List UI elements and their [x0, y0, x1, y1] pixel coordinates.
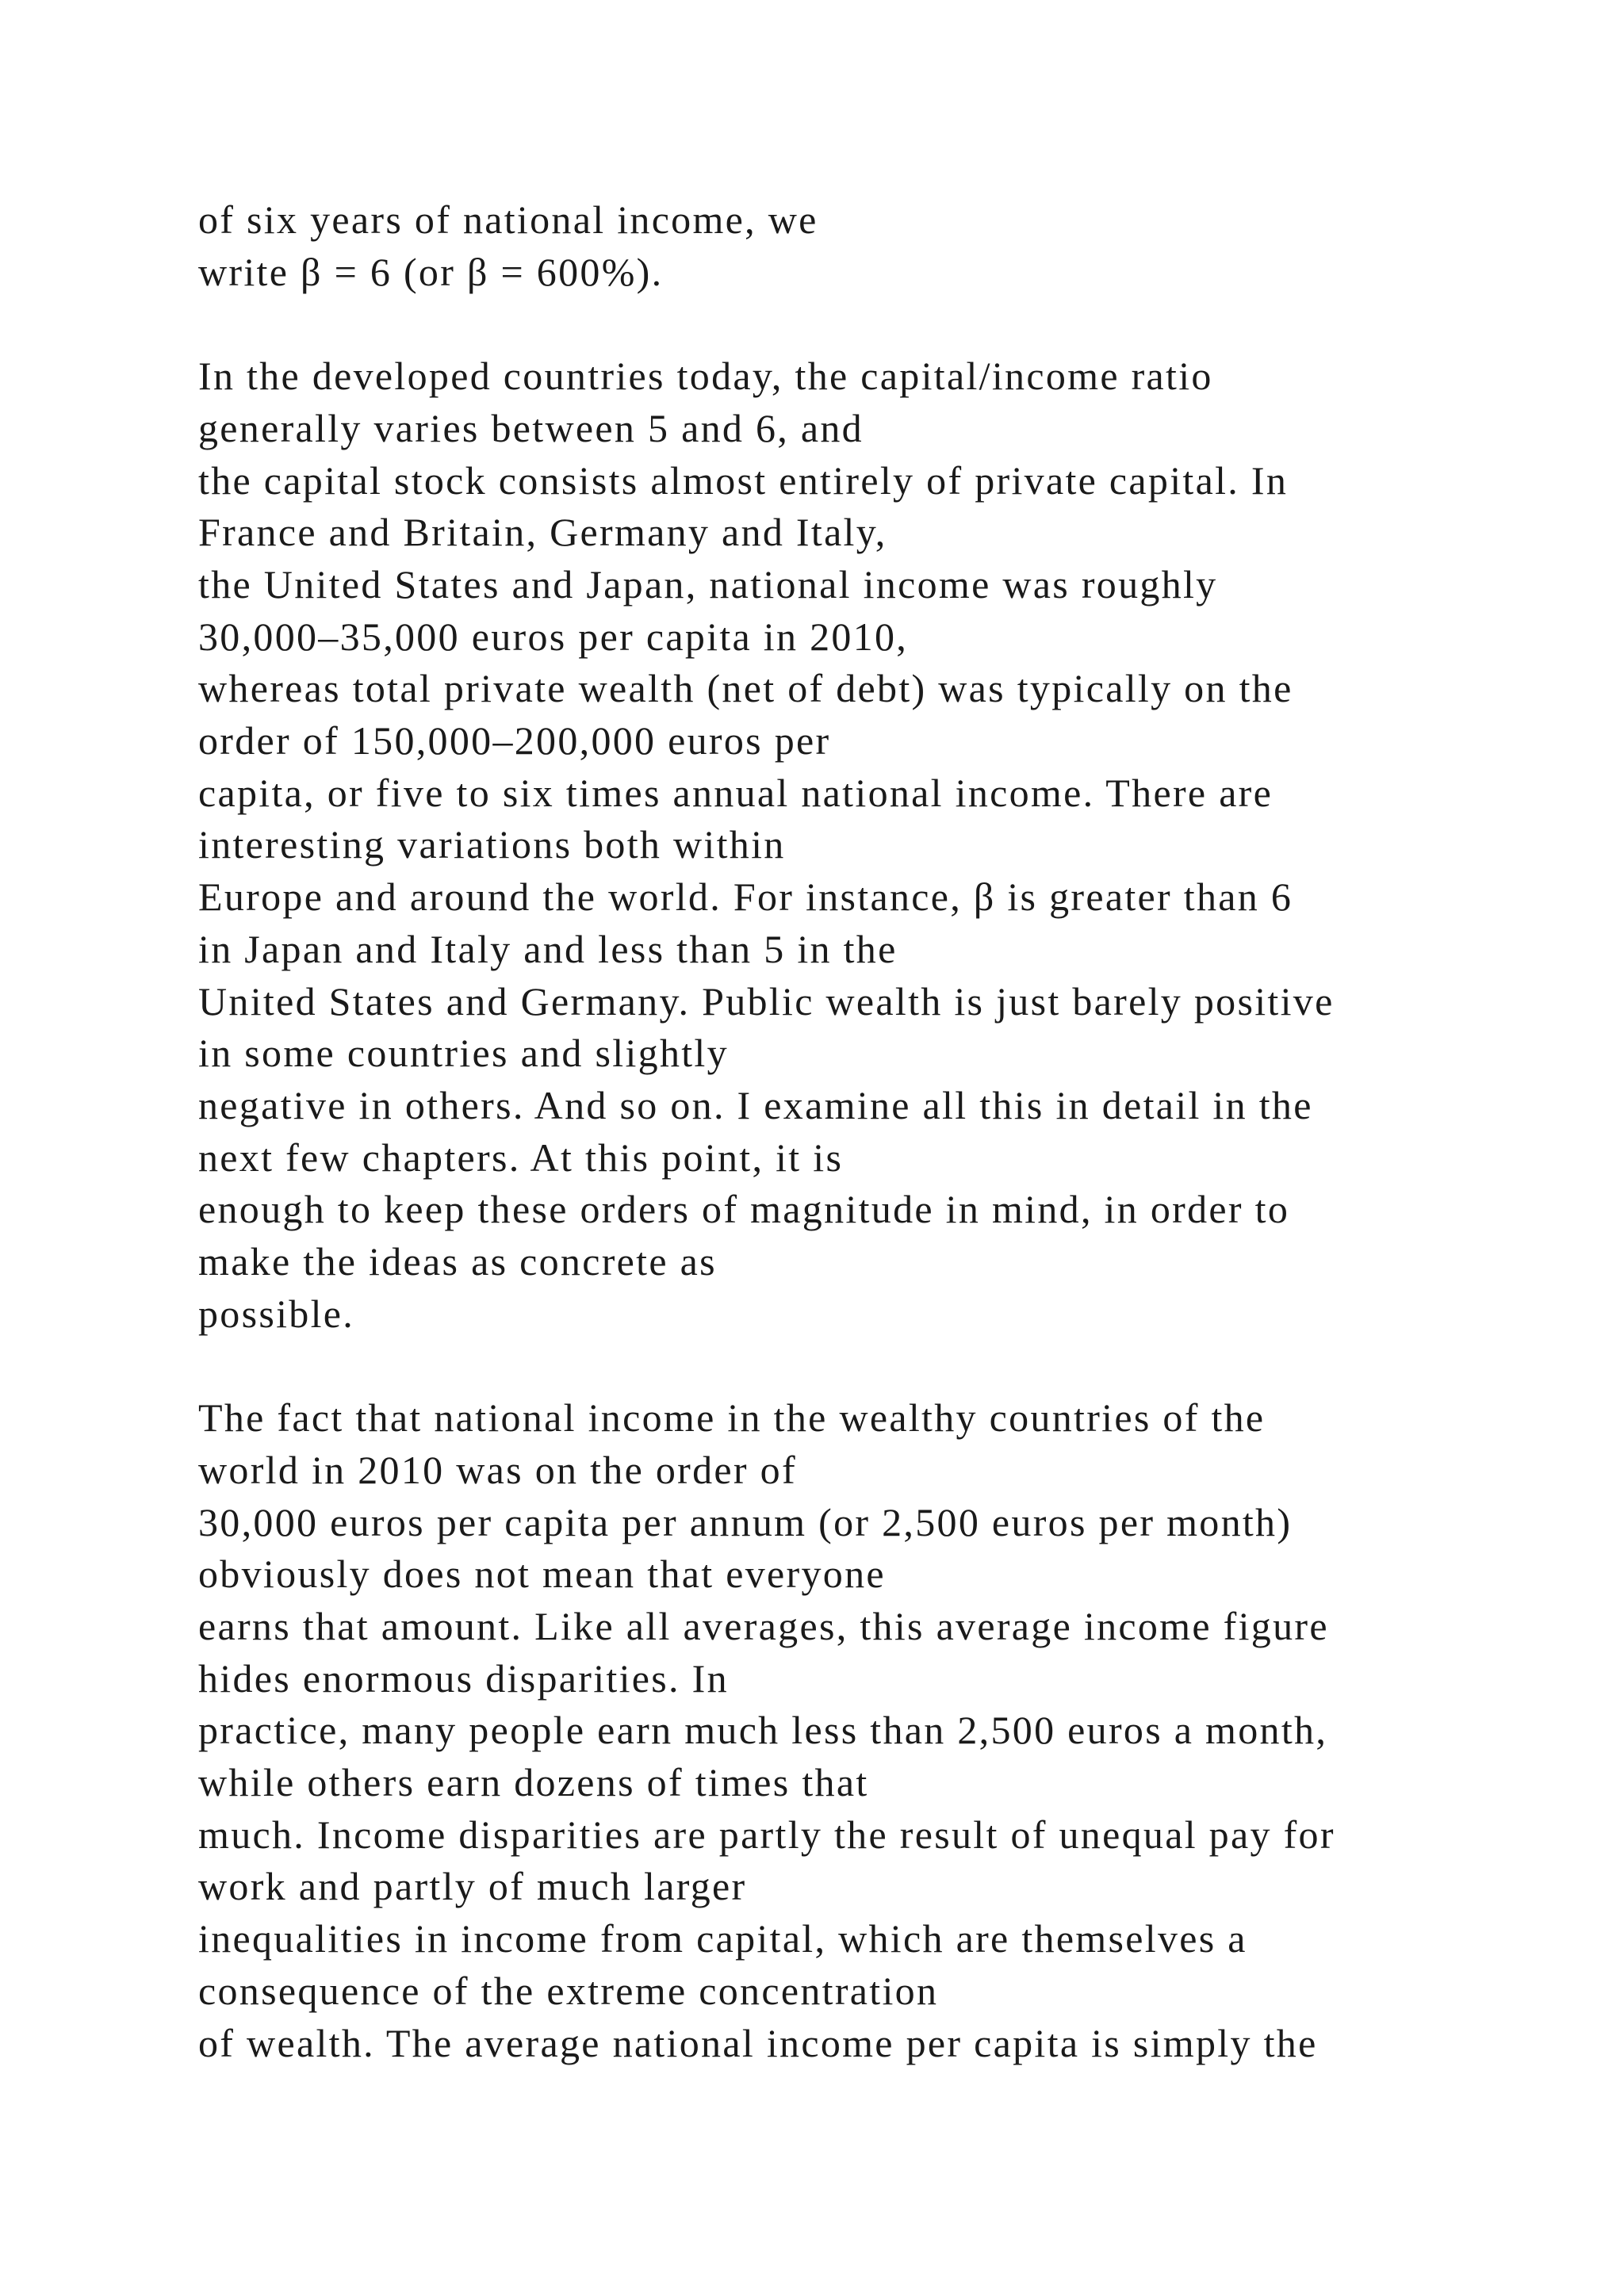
text-line: write β = 6 (or β = 600%).	[198, 249, 664, 294]
text-line: possible.	[198, 1291, 355, 1336]
text-line: inequalities in income from capital, which are themselves a	[198, 1916, 1247, 1961]
paragraph-3	[198, 1392, 1546, 2069]
text-line: much. Income disparities are partly the result of unequal pay for	[198, 1812, 1335, 1857]
text-line: earns that amount. Like all averages, this average income figure	[198, 1603, 1329, 1648]
text-line: while others earn dozens of times that	[198, 1760, 869, 1805]
paragraph-spacer	[198, 1340, 1546, 1392]
text-line: capita, or five to six times annual national income. There are	[198, 770, 1274, 815]
text-line: next few chapters. At this point, it is	[198, 1135, 844, 1180]
paragraph-2	[198, 350, 1546, 1340]
text-line: make the ideas as concrete as	[198, 1239, 717, 1284]
paragraph-spacer	[198, 298, 1546, 350]
text-line: of six years of national income, we	[198, 197, 818, 242]
text-line: in Japan and Italy and less than 5 in the	[198, 926, 898, 971]
text-line: world in 2010 was on the order of	[198, 1447, 797, 1492]
text-line: obviously does not mean that everyone	[198, 1552, 886, 1597]
text-line: enough to keep these orders of magnitude in mind, in order to	[198, 1187, 1290, 1232]
text-line: The fact that national income in the wealthy countries of the	[198, 1395, 1266, 1441]
text-line: of wealth. The average national income per capita is simply the	[198, 2020, 1318, 2065]
text-line: interesting variations both within	[198, 822, 786, 867]
text-line: United States and Germany. Public wealth is just barely positive	[198, 978, 1335, 1024]
paragraph-1	[198, 194, 1546, 298]
text-line: the United States and Japan, national income was roughly	[198, 561, 1218, 607]
text-line: In the developed countries today, the capital/income ratio	[198, 354, 1213, 399]
text-line: negative in others. And so on. I examine all this in detail in the	[198, 1082, 1313, 1127]
text-line: France and Britain, Germany and Italy,	[198, 510, 887, 555]
text-line: whereas total private wealth (net of debt) was typically on the	[198, 666, 1293, 711]
text-line: the capital stock consists almost entirely of private capital. In	[198, 457, 1289, 503]
text-line: practice, many people earn much less than 2,500 euros a month,	[198, 1708, 1328, 1753]
text-line: order of 150,000–200,000 euros per	[198, 718, 831, 763]
text-line: generally varies between 5 and 6, and	[198, 405, 864, 450]
text-line: work and partly of much larger	[198, 1864, 747, 1909]
document-text	[198, 194, 1546, 2069]
text-line: hides enormous disparities. In	[198, 1655, 729, 1701]
text-line: 30,000–35,000 euros per capita in 2010,	[198, 614, 909, 659]
text-line: 30,000 euros per capita per annum (or 2,500 euros per month)	[198, 1499, 1293, 1544]
text-line: consequence of the extreme concentration	[198, 1968, 939, 2013]
text-line: in some countries and slightly	[198, 1031, 729, 1076]
text-line: Europe and around the world. For instance, β is greater than 6	[198, 874, 1293, 920]
